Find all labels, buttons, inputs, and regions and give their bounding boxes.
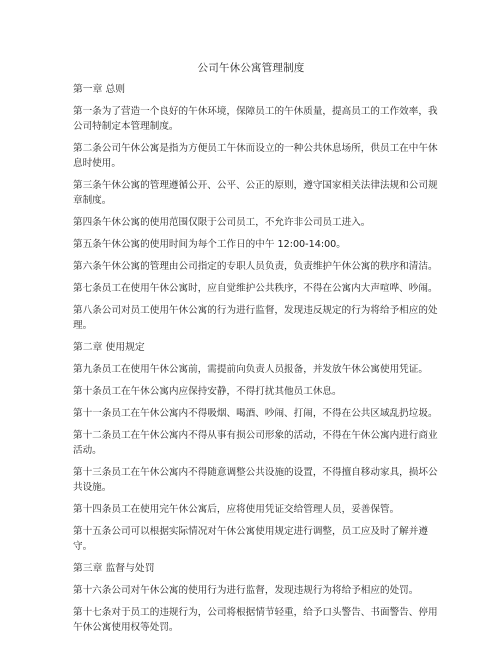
document-title: 公司午休公寓管理制度: [197, 62, 305, 74]
article-paragraph: 第六条午休公寓的管理由公司指定的专职人员负责，负责维护午休公寓的秩序和清洁。: [73, 261, 438, 272]
article-paragraph: 第八条公司对员工使用午休公寓的行为进行监督，发现违反规定的行为将给予相应的处理。: [73, 305, 438, 331]
document-body: [73, 82, 445, 642]
article-paragraph: 第十二条员工在午休公寓内不得从事有损公司形象的活动，不得在午休公寓内进行商业活动。: [73, 430, 438, 456]
article-paragraph: 第十条员工在午休公寓内应保持安静，不得打扰其他员工休息。: [73, 386, 342, 397]
article-paragraph: 第三条午休公寓的管理遵循公开、公平、公正的原则，遵守国家相关法律法规和公司规章制度。: [73, 180, 438, 206]
article-paragraph: 第十七条对于员工的违规行为，公司将根据情节轻重，给予口头警告、书面警告、停用午休公寓使用权等处罚。: [73, 607, 438, 633]
article-paragraph: 第五条午休公寓的使用时间为每个工作日的中午 12:00-14:00。: [73, 239, 346, 250]
article-paragraph: 第七条员工在使用午休公寓时，应自觉维护公共秩序，不得在公寓内大声喧哗、吵闹。: [73, 283, 438, 294]
article-paragraph: 第九条员工在使用午休公寓前，需提前向负责人员报备，并发放午休公寓使用凭证。: [73, 364, 428, 375]
chapter-heading: 第一章 总则: [73, 84, 126, 95]
chapter-heading: 第二章 使用规定: [73, 342, 145, 353]
article-paragraph: 第四条午休公寓的使用范围仅限于公司员工，不允许非公司员工进入。: [73, 217, 371, 228]
article-paragraph: 第十六条公司对午休公寓的使用行为进行监督，发现违规行为将给予相应的处罚。: [73, 585, 419, 596]
article-paragraph: 第一条为了营造一个良好的午休环境，保障员工的午休质量，提高员工的工作效率，我公司特制定本管理制度。: [73, 106, 438, 132]
article-paragraph: 第十一条员工在午休公寓内不得吸烟、喝酒、吵闹、打闹，不得在公共区域乱扔垃圾。: [73, 408, 438, 419]
article-paragraph: 第十三条员工在午休公寓内不得随意调整公共设施的设置，不得擅自移动家具，损坏公共设施。: [73, 467, 438, 493]
article-paragraph: 第十五条公司可以根据实际情况对午休公寓使用规定进行调整，员工应及时了解并遵守。: [73, 526, 428, 552]
article-paragraph: 第二条公司午休公寓是指为方便员工午休而设立的一种公共休息场所，供员工在中午休息时使用。: [73, 143, 438, 169]
article-paragraph: 第十四条员工在使用完午休公寓后，应将使用凭证交给管理人员，妥善保管。: [73, 504, 400, 515]
chapter-heading: 第三章 监督与处罚: [73, 563, 155, 574]
